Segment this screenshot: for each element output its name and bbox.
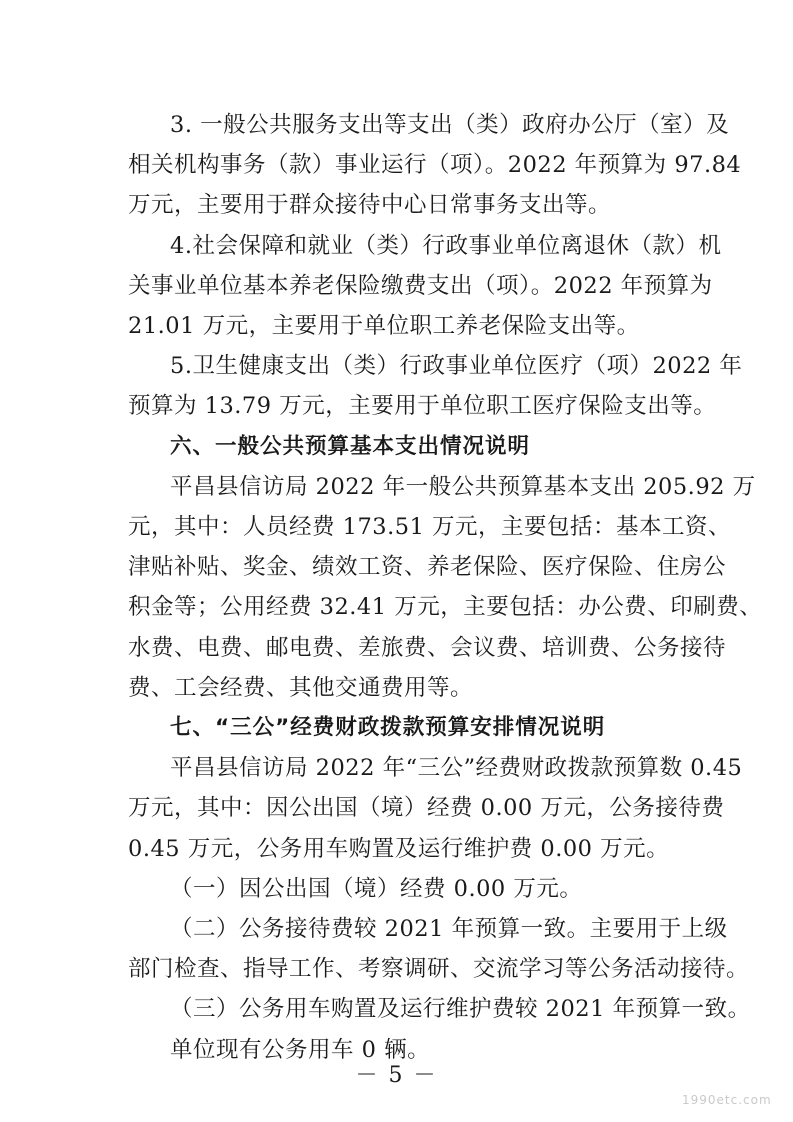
section-6-line-3: 津贴补贴、奖金、绩效工资、养老保险、医疗保险、住房公 xyxy=(128,554,727,581)
section-7-line-1: 平昌县信访局 2022 年“三公”经费财政拨款预算数 0.45 xyxy=(170,755,743,782)
para-4-line-2: 关事业单位基本养老保险缴费支出（项）。2022 年预算为 xyxy=(128,272,713,299)
para-4-line-3: 21.01 万元，主要用于单位职工养老保险支出等。 xyxy=(128,313,640,339)
section-6-line-5: 水费、电费、邮电费、差旅费、会议费、培训费、公务接待 xyxy=(128,634,727,661)
section-6-line-6: 费、工会经费、其他交通费用等。 xyxy=(128,674,474,701)
section-6-line-4: 积金等；公用经费 32.41 万元，主要包括：办公费、印刷费、 xyxy=(128,594,763,621)
item-3-line-2: 单位现有公务用车 0 辆。 xyxy=(170,1036,431,1063)
para-4-line-1: 4.社会保障和就业（类）行政事业单位离退休（款）机 xyxy=(170,232,722,259)
section-7-line-2: 万元，其中：因公出国（境）经费 0.00 万元，公务接待费 xyxy=(128,795,725,822)
section-7-line-3: 0.45 万元，公务用车购置及运行维护费 0.00 万元。 xyxy=(128,835,670,862)
para-3-line-2: 相关机构事务（款）事业运行（项）。2022 年预算为 97.84 xyxy=(128,152,742,179)
item-2-line-2: 部门检查、指导工作、考察调研、交流学习等公务活动接待。 xyxy=(128,956,750,983)
para-3-line-3: 万元，主要用于群众接待中心日常事务支出等。 xyxy=(128,192,612,219)
para-5-line-2: 预算为 13.79 万元，主要用于单位职工医疗保险支出等。 xyxy=(128,393,717,420)
item-2-line-1: （二）公务接待费较 2021 年预算一致。主要用于上级 xyxy=(170,916,728,942)
item-3-line-1: （三）公务用车购置及运行维护费较 2021 年预算一致。 xyxy=(170,996,751,1023)
item-1-line-1: （一）因公出国（境）经费 0.00 万元。 xyxy=(170,875,583,902)
page-number: － 5 － xyxy=(355,1063,438,1088)
watermark-text: 1990etc.com xyxy=(682,1093,772,1107)
section-7-heading: 七、“三公”经费财政拨款预算安排情况说明 xyxy=(170,715,606,740)
section-6-line-2: 元，其中：人员经费 173.51 万元，主要包括：基本工资、 xyxy=(128,514,732,540)
section-6-line-1: 平昌县信访局 2022 年一般公共预算基本支出 205.92 万 xyxy=(170,473,756,500)
section-6-heading: 六、一般公共预算基本支出情况说明 xyxy=(170,433,531,459)
para-3-line-1: 3. 一般公共服务支出等支出（类）政府办公厅（室）及 xyxy=(170,112,730,138)
para-5-line-1: 5.卫生健康支出（类）行政事业单位医疗（项）2022 年 xyxy=(170,353,743,380)
